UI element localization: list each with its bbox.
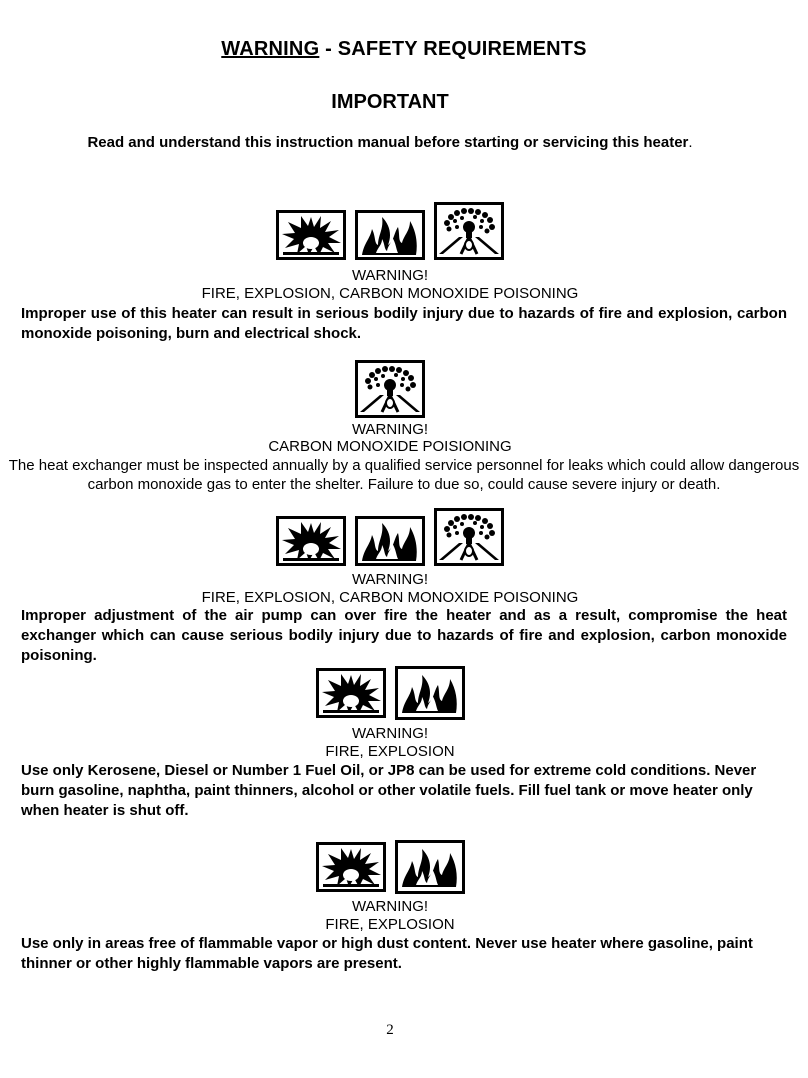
warning-4-text: Use only Kerosene, Diesel or Number 1 Fuel Oil, or JP8 can be used for extreme cold conditions. Never burn gasoline, naphtha, paint thinners, alcohol or other volatile fuels. Fill fuel tank or move heater only when heater is shut off. — [21, 762, 757, 819]
explosion-icon — [276, 516, 346, 566]
explosion-icon — [316, 668, 386, 718]
title-warning-word: WARNING — [221, 38, 320, 60]
explosion-icon — [316, 842, 386, 892]
warning-3-label: WARNING! — [351, 571, 429, 588]
warning-5-icons — [0, 842, 780, 894]
explosion-icon — [276, 210, 346, 260]
fire-icon — [355, 516, 425, 566]
warning-3-icons — [0, 516, 780, 566]
warning-5-text: Use only in areas free of flammable vapor or high dust content. Never use heater where gasoline, paint thinner or other highly flammable vapors are present. — [21, 935, 753, 972]
page-title — [0, 38, 808, 61]
warning-2-icons — [0, 360, 780, 418]
fire-icon — [355, 210, 425, 260]
carbon-monoxide-icon — [434, 508, 504, 566]
warning-1-hazard: FIRE, EXPLOSION, CARBON MONOXIDE POISONING — [201, 285, 579, 302]
warning-5-hazard: FIRE, EXPLOSION — [325, 916, 455, 933]
warning-1-label: WARNING! — [351, 267, 429, 284]
warning-4-hazard: FIRE, EXPLOSION — [325, 743, 455, 760]
fire-icon — [395, 840, 465, 894]
warning-3-hazard: FIRE, EXPLOSION, CARBON MONOXIDE POISONING — [201, 589, 579, 606]
warning-2-text: The heat exchanger must be inspected annually by a qualified service personnel for leaks which could allow dangerous carbon monoxide gas to enter the shelter. Failure to due so, could cause severe injury or death. — [8, 457, 800, 493]
warning-2-label: WARNING! — [351, 421, 429, 438]
warning-5-label: WARNING! — [351, 898, 429, 915]
warning-2-hazard: CARBON MONOXIDE POISIONING — [268, 438, 512, 455]
intro-text: Read and understand this instruction manual before starting or servicing this heater — [87, 134, 689, 151]
fire-icon — [395, 666, 465, 720]
carbon-monoxide-icon — [434, 202, 504, 260]
warning-1-icons — [0, 210, 780, 260]
intro-period: . — [688, 134, 693, 151]
warning-4-label: WARNING! — [351, 725, 429, 742]
page-number: 2 — [386, 1022, 394, 1038]
carbon-monoxide-icon — [355, 360, 425, 418]
warning-4-icons — [0, 668, 780, 720]
important-heading: IMPORTANT — [331, 91, 449, 113]
warning-1-text: Improper use of this heater can result in serious bodily injury due to hazards of fire and explosion, carbon monoxide poisoning, burn and electrical shock. — [21, 305, 787, 342]
intro-line — [0, 134, 780, 151]
title-rest: - SAFETY REQUIREMENTS — [319, 38, 587, 60]
warning-3-text: Improper adjustment of the air pump can over fire the heater and as a result, compromise the heat exchanger which can cause serious bodily injury due to hazards of fire and explosion, carbon monoxide poisoning. — [21, 607, 787, 664]
